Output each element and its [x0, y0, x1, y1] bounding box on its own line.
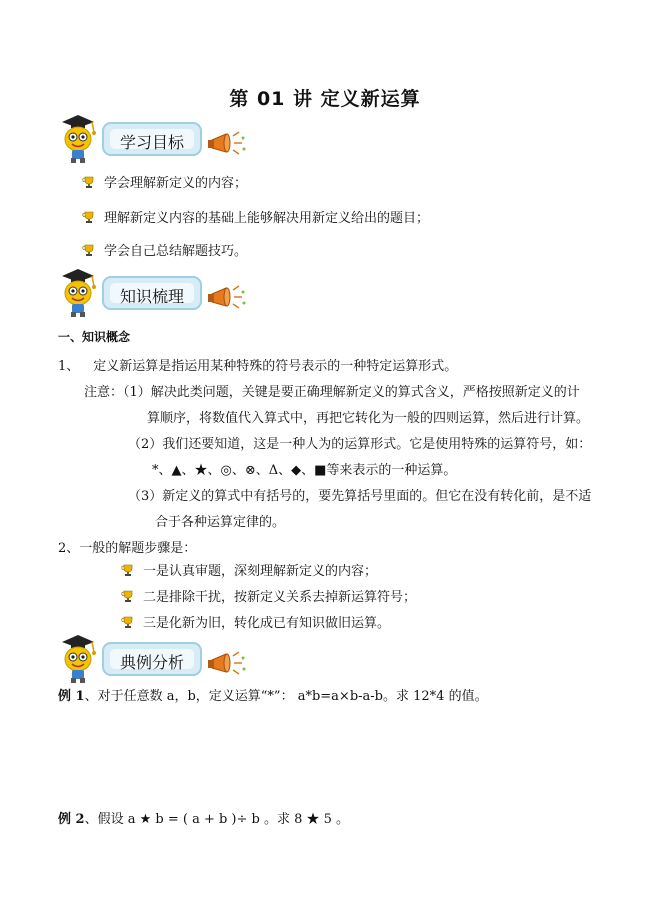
- trophy-bullet-icon: [121, 589, 135, 603]
- step-item: [121, 560, 377, 579]
- step-text: 二是排除干扰，按新定义关系去掉新运算符号；: [143, 590, 417, 605]
- goal-item: [82, 240, 247, 259]
- megaphone-icon: [206, 648, 248, 680]
- trophy-bullet-icon: [121, 563, 135, 577]
- section-badge: [102, 276, 202, 310]
- megaphone-icon: [206, 282, 248, 314]
- paragraph-2: 2、一般的解题步骤是：: [58, 541, 197, 556]
- section-header-goals: [58, 120, 278, 162]
- trophy-bullet-icon: [121, 615, 135, 629]
- goal-text: 学会自己总结解题技巧。: [104, 244, 248, 259]
- step-text: 一是认真审题，深刻理解新定义的内容；: [143, 564, 378, 579]
- note-label: 注意：: [84, 385, 124, 400]
- example-label: 例 1: [58, 689, 85, 704]
- note-text: 合于各种运算定律的。: [155, 515, 286, 530]
- example-text: 、假设 a ★ b = ( a + b )÷ b 。求 8 ★ 5 。: [84, 812, 350, 827]
- step-text: 三是化新为旧，转化成已有知识做旧运算。: [143, 616, 391, 631]
- paragraph-text: 定义新运算是指运用某种特殊的符号表示的一种特定运算形式。: [93, 359, 458, 374]
- note-text: 算顺序，将数值代入算式中，再把它转化为一般的四则运算，然后进行计算。: [147, 411, 590, 426]
- section-title: 典例分析: [119, 653, 184, 672]
- example-1: [58, 685, 488, 704]
- trophy-bullet-icon: [82, 243, 96, 257]
- example-label: 例 2: [58, 812, 85, 827]
- example-text: 、对于任意数 a，b，定义运算“*”： a*b=a×b-a-b。求 12*4 的值。: [84, 689, 488, 704]
- note-text: （2）我们还要知道，这是一种人为的运算形式。它是使用特殊的运算符号，如：: [128, 437, 592, 452]
- section-header-knowledge: [58, 274, 278, 316]
- megaphone-icon: [206, 128, 248, 160]
- trophy-bullet-icon: [82, 210, 96, 224]
- goal-text: 学会理解新定义的内容；: [104, 176, 248, 191]
- paragraph-1: [58, 355, 457, 374]
- note-text: *、▲、★、◎、⊗、Δ、◆、■等来表示的一种运算。: [152, 463, 457, 478]
- page-title: 第 01 讲 定义新运算: [229, 88, 421, 110]
- trophy-bullet-icon: [82, 175, 96, 189]
- paragraph-number: 1、: [58, 359, 80, 374]
- step-item: [121, 586, 416, 605]
- section-header-examples: [58, 640, 278, 682]
- section-title: 学习目标: [119, 133, 184, 152]
- note-text: （3）新定义的算式中有括号的，要先算括号里面的。但它在没有转化前，是不适: [128, 489, 592, 504]
- goal-item: [82, 172, 247, 191]
- section-badge: [102, 642, 202, 676]
- example-2: [58, 808, 349, 827]
- note-line: [84, 381, 580, 400]
- doctor-mascot-icon: [58, 112, 98, 164]
- note-text: （1）解决此类问题，关键是要正确理解新定义的算式含义，严格按照新定义的计: [123, 385, 580, 400]
- doctor-mascot-icon: [58, 632, 98, 684]
- step-item: [121, 612, 390, 631]
- knowledge-heading: 一、知识概念: [58, 330, 131, 344]
- doctor-mascot-icon: [58, 266, 98, 318]
- goal-item: [82, 207, 429, 226]
- section-badge: [102, 122, 202, 156]
- goal-text: 理解新定义内容的基础上能够解决用新定义给出的题目；: [104, 211, 430, 226]
- section-title: 知识梳理: [119, 287, 184, 306]
